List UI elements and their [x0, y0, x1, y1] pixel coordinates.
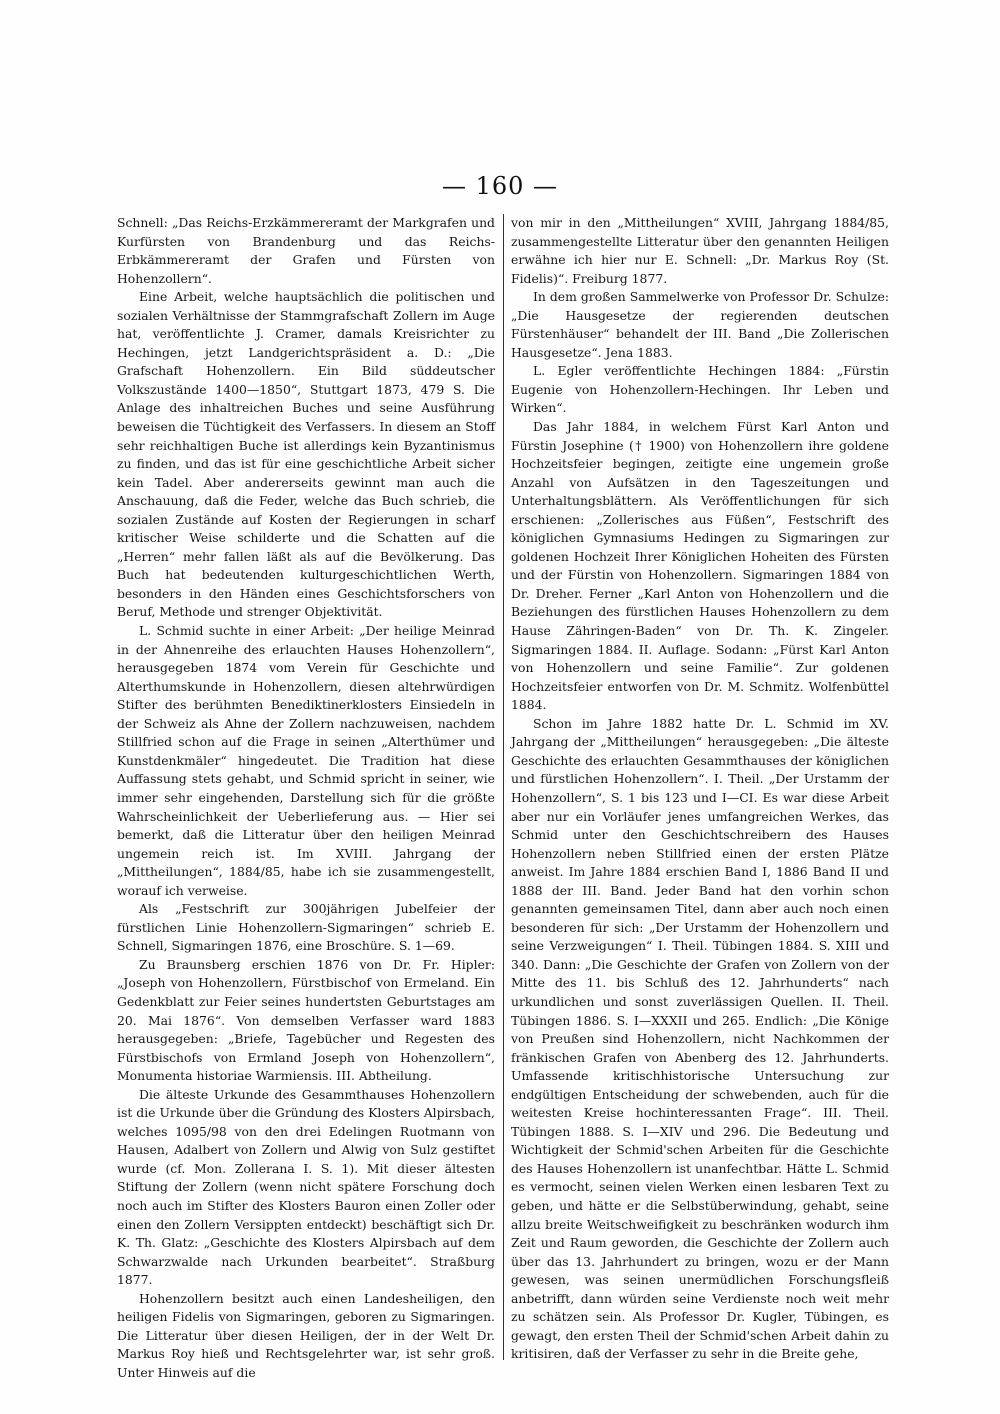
paragraph: Hohenzollern besitzt auch einen Landesheiligen, den heiligen Fidelis von Sigmaringen, geboren zu Sigmaringen. Die Litteratur über diesen Heiligen, der in der Welt Dr. Markus Roy hieß und Rechtsgelehrter war, ist sehr groß. Unter Hinweis auf die [117, 1290, 495, 1380]
paragraph: L. Egler veröffentlichte Hechingen 1884: „Fürstin Eugenie von Hohenzollern-Hechingen. Ihr Leben und Wirken“. [511, 363, 889, 416]
paragraph: Als „Festschrift zur 300jährigen Jubelfeier der fürstlichen Linie Hohenzollern-Sigmaringen“ schrieb E. Schnell, Sigmaringen 1876, eine Broschüre. S. 1—69. [117, 901, 495, 954]
page-number: — 160 — [441, 172, 559, 200]
paragraph: von mir in den „Mittheilungen“ XVIII, Jahrgang 1884/85, zusammengestellte Litteratur über den genannten Heiligen erwähne ich hier nur E. Schnell: „Dr. Markus Roy (St. Fidelis)“. Freiburg 1877. [511, 215, 889, 286]
paragraph: Zu Braunsberg erschien 1876 von Dr. Fr. Hipler: „Joseph von Hohenzollern, Fürstbischof von Ermeland. Ein Gedenkblatt zur Feier seines hundertsten Geburtstages am 20. Mai 1876“. Von demselben Verfasser ward 1883 herausgegeben: „Briefe, Tagebücher und Regesten des Fürstbischofs von Ermland Joseph von Hohenzollern“, Monumenta historiae Warmiensis. III. Abtheilung. [117, 956, 495, 1084]
paragraph: Schon im Jahre 1882 hatte Dr. L. Schmid im XV. Jahrgang der „Mittheilungen“ herausgegeben: „Die älteste Geschichte des erlauchten Gesammthauses der königlichen und fürstlichen Hohenzollern“. I. Theil. „Der Urstamm der Hohenzollern“, S. 1 bis 123 und I—CI. Es war diese Arbeit aber nur ein Vorläufer jenes umfangreichen Werkes, das Schmid unter den Geschichtschreibern des Hauses Hohenzollern neben Stillfried einen der ersten Plätze anweist. Im Jahre 1884 erschien Band I, 1886 Band II und 1888 der III. Band. Jeder Band hat den vorhin schon genannten gemeinsamen Titel, dann aber auch noch einen besonderen für sich: „Der Urstamm der Hohenzollern und seine Verzweigungen“ I. Theil. Tübingen 1884. S. XIII und 340. Dann: „Die Geschichte der Grafen von Zollern von der Mitte des 11. bis Schluß des 12. Jahrhunderts“ nach urkundlichen und sonst zuverlässigen Quellen. II. Theil. Tübingen 1886. S. I—XXXII und 265. Endlich: „Die Könige von Preußen sind Hohenzollern, nicht Nachkommen der fränkischen Grafen von Abenberg des 12. Jahrhunderts. Umfassende kritischhistorische Untersuchung zur endgültigen Entscheidung der schwebenden, auch für die weitesten Kreise hochinteressanten Frage“. III. Theil. Tübingen 1888. S. I—XIV und 296. Die Bedeutung und Wichtigkeit der Schmid'schen Arbeiten für die Geschichte des Hauses Hohenzollern ist unanfechtbar. Hätte L. Schmid es vermocht, seinen vielen Werken einen lesbaren Text zu geben, und hätte er die Selbstüberwindung, gehabt, seine allzu breite Weitschweifigkeit zu beschränken wodurch ihm Zeit und Raum geworden, die Geschichte der Zollern auch über das 13. Jahrhundert zu bringen, wozu er der Mann gewesen, was seinen unermüdlichen Forschungsfleiß anbetrifft, dann würden seine Verdienste noch weit mehr zu schätzen sein. Als Professor Dr. Kugler, Tübingen, es gewagt, den ersten Theil der Schmid'schen Arbeit dahin zu kritisiren, daß der Verfasser zu sehr in die Breite gehe, [511, 715, 889, 1362]
left-column [117, 214, 495, 1382]
paragraph: Eine Arbeit, welche hauptsächlich die politischen und sozialen Verhältnisse der Stammgrafschaft Zollern im Auge hat, veröffentlichte J. Cramer, damals Kreisrichter zu Hechingen, jetzt Landgerichtspräsident a. D.: „Die Grafschaft Hohenzollern. Ein Bild süddeutscher Volkszustände 1400—1850“, Stuttgart 1873, 479 S. Die Anlage des inhaltreichen Buches und seine Ausführung beweisen die Tüchtigkeit des Verfassers. In diesem an Stoff sehr reichhaltigen Buche ist allerdings kein Byzantinismus zu finden, und das ist für eine geschichtliche Arbeit sicher kein Tadel. Aber andererseits gewinnt man auch die Anschauung, daß die Feder, welche das Buch schrieb, die sozialen Zustände auf Kosten der Regierungen in scharf kritischer Weise schilderte und die Schatten auf die „Herren“ mehr fallen läßt als auf die Bevölkerung. Das Buch hat bedeutenden kulturgeschichtlichen Werth, besonders in den Händen eines Geschichtsforschers von Beruf, Methode und strenger Objektivität. [117, 289, 495, 620]
paragraph: Schnell: „Das Reichs-Erzkämmereramt der Markgrafen und Kurfürsten von Brandenburg und das Reichs-Erbkämmereramt der Grafen und Fürsten von Hohenzollern“. [117, 215, 495, 286]
paragraph: Die älteste Urkunde des Gesammthauses Hohenzollern ist die Urkunde über die Gründung des Klosters Alpirsbach, welches 1095/98 von den drei Edelingen Ruotmann von Hausen, Adalbert von Zollern und Alwig von Sulz gestiftet wurde (cf. Mon. Zollerana I. S. 1). Mit dieser ältesten Stiftung der Zollern (wenn nicht spätere Forschung doch noch auch im Stifter des Klosters Bauron einen Zoller oder einen den Zollern Versippten entdeckt) beschäftigt sich Dr. K. Th. Glatz: „Geschichte des Klosters Alpirsbach auf dem Schwarzwalde nach Urkunden bearbeitet“. Straßburg 1877. [117, 1086, 495, 1288]
paragraph: In dem großen Sammelwerke von Professor Dr. Schulze: „Die Hausgesetze der regierenden deutschen Fürstenhäuser“ behandelt der III. Band „Die Zollerischen Hausgesetze“. Jena 1883. [511, 289, 889, 360]
column-divider [503, 214, 504, 1360]
paragraph: L. Schmid suchte in einer Arbeit: „Der heilige Meinrad in der Ahnenreihe des erlauchten Hauses Hohenzollern“, herausgegeben 1874 vom Verein für Geschichte und Alterthumskunde in Hohenzollern, diesen altehrwürdigen Stifter des berühmten Benediktinerklosters Einsiedeln in der Schweiz als Ahne der Zollern nachzuweisen, nachdem Stillfried schon auf die Frage in seinen „Alterthümer und Kunstdenkmäler“ hingedeutet. Die Tradition hat diese Auffassung stets gehabt, und Schmid spricht in seiner, wie immer sehr eingehenden, Darstellung sich für die größte Wahrscheinlichkeit der Ueberlieferung aus. — Hier sei bemerkt, daß die Litteratur über den heiligen Meinrad ungemein reich ist. Im XVIII. Jahrgang der „Mittheilungen“, 1884/85, habe ich sie zusammengestellt, worauf ich verweise. [117, 623, 495, 898]
right-column [511, 214, 889, 1364]
paragraph: Das Jahr 1884, in welchem Fürst Karl Anton und Fürstin Josephine († 1900) von Hohenzollern ihre goldene Hochzeitsfeier begingen, zeitigte eine ungemein große Anzahl von Aufsätzen in den Tageszeitungen und Unterhaltungsblättern. Als Veröffentlichungen für sich erschienen: „Zollerisches aus Füßen“, Festschrift des königlichen Gymnasiums Hedingen zu Sigmaringen zur goldenen Hochzeit Ihrer Königlichen Hoheiten des Fürsten und der Fürstin von Hohenzollern. Sigmaringen 1884 von Dr. Dreher. Ferner „Karl Anton von Hohenzollern und die Beziehungen des fürstlichen Hauses Hohenzollern zu dem Hause Zähringen-Baden“ von Dr. Th. K. Zingeler. Sigmaringen 1884. II. Auflage. Sodann: „Fürst Karl Anton von Hohenzollern und seine Familie“. Zur goldenen Hochzeitsfeier entworfen von Dr. M. Schmitz. Wolfenbüttel 1884. [511, 419, 889, 713]
